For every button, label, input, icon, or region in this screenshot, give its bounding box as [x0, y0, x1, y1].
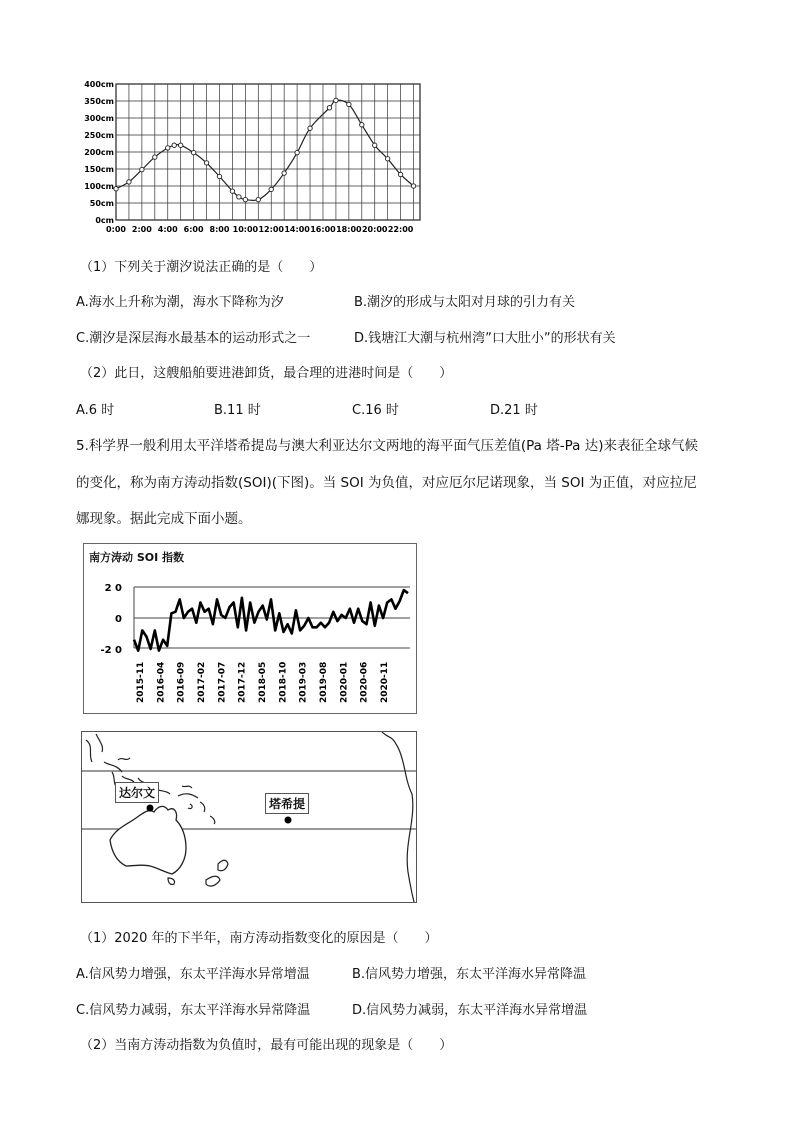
darwin-location-dot: [147, 805, 154, 812]
map-australia: [110, 806, 186, 874]
tide-data-point: [373, 143, 377, 147]
soi-x-tick-label: 2020-01: [339, 661, 350, 703]
soi-x-tick-label: 2020-11: [380, 661, 390, 703]
soi-y-tick-label: 2 0: [104, 583, 122, 594]
tide-y-tick-label: 0cm: [95, 216, 114, 225]
tide-y-tick-label: 400cm: [84, 80, 114, 89]
map-new-zealand: [206, 860, 228, 886]
q5-2-stem: （2）当南方涛动指数为负值时，最有可能出现的现象是（ ）: [80, 1038, 453, 1053]
q4-2-option-a[interactable]: A.6 时: [76, 403, 115, 418]
tide-data-point: [308, 126, 312, 130]
tide-series-line: [116, 100, 414, 200]
tide-data-point: [230, 189, 234, 193]
tide-y-tick-label: 200cm: [84, 148, 114, 157]
tide-data-point: [385, 157, 389, 161]
tide-data-point: [334, 98, 338, 102]
soi-chart-plot: [84, 544, 416, 713]
tide-data-point: [347, 102, 351, 106]
tide-chart: [80, 78, 425, 243]
tide-data-point: [172, 143, 176, 147]
soi-x-tick-label: 2016-09: [176, 661, 187, 703]
q4-2-option-d[interactable]: D.21 时: [490, 403, 538, 418]
tide-data-point: [166, 146, 170, 150]
darwin-label: 达尔文: [115, 782, 159, 803]
q4-1-option-a[interactable]: A.海水上升称为潮，海水下降称为汐: [76, 295, 284, 310]
tide-x-tick-label: 12:00: [258, 225, 284, 234]
q5-1-option-a[interactable]: A.信风势力增强，东太平洋海水异常增温: [76, 967, 310, 982]
q4-2-option-b[interactable]: B.11 时: [214, 403, 261, 418]
tide-data-point: [282, 171, 286, 175]
q4-1-option-b[interactable]: B.潮汐的形成与太阳对月球的引力有关: [354, 295, 576, 310]
tide-y-tick-label: 50cm: [89, 199, 114, 208]
tide-x-tick-label: 16:00: [310, 225, 336, 234]
tahiti-location-dot: [285, 817, 292, 824]
q4-1-stem: （1）下列关于潮汐说法正确的是（ ）: [80, 260, 323, 275]
tide-x-tick-label: 10:00: [232, 225, 259, 234]
tide-data-point: [191, 150, 195, 154]
tide-data-point: [243, 197, 247, 201]
soi-chart-frame: [83, 543, 417, 714]
q5-1-option-c[interactable]: C.信风势力减弱，东太平洋海水异常降温: [76, 1003, 311, 1018]
soi-chart-title: 南方涛动 SOI 指数: [89, 551, 185, 564]
pacific-map: [81, 731, 417, 903]
tide-data-point: [411, 184, 415, 188]
tide-x-tick-label: 22:00: [387, 225, 414, 234]
tide-data-point: [178, 143, 182, 147]
tide-x-tick-label: 18:00: [336, 225, 362, 234]
tide-data-point: [140, 167, 144, 171]
tide-x-tick-label: 6:00: [183, 225, 204, 234]
tide-y-tick-label: 100cm: [84, 182, 114, 191]
tide-y-tick-label: 300cm: [84, 114, 114, 123]
tide-x-tick-label: 8:00: [209, 225, 230, 234]
soi-x-tick-label: 2018-10: [278, 661, 289, 703]
tide-x-tick-label: 2:00: [131, 225, 152, 234]
tide-data-point: [237, 195, 241, 199]
tide-y-tick-label: 150cm: [84, 165, 114, 174]
map-tasmania: [168, 878, 175, 885]
soi-series-line: [134, 590, 408, 651]
q5-text-line2: 的变化，称为南方涛动指数(SOI)(下图)。当 SOI 为负值，对应厄尔尼诺现象，当 SOI 为正值，对应拉尼: [76, 475, 697, 491]
soi-x-tick-label: 2018-05: [258, 661, 268, 703]
tide-data-point: [295, 150, 299, 154]
tide-data-point: [360, 123, 364, 127]
map-islands: [178, 786, 215, 824]
tide-data-point: [269, 187, 273, 191]
tide-data-point: [127, 180, 131, 184]
soi-x-tick-label: 2016-04: [156, 661, 167, 703]
tide-y-tick-label: 350cm: [84, 97, 114, 106]
q5-1-option-d[interactable]: D.信风势力减弱，东太平洋海水异常增温: [352, 1003, 588, 1018]
soi-x-tick-label: 2017-07: [217, 661, 228, 703]
tide-data-point: [256, 197, 260, 201]
soi-y-tick-label: 0: [115, 614, 122, 625]
tide-x-tick-label: 20:00: [361, 225, 388, 234]
map-americas-coast: [382, 732, 414, 902]
soi-x-tick-label: 2019-03: [298, 661, 309, 703]
tide-data-point: [204, 161, 208, 165]
q4-2-option-c[interactable]: C.16 时: [352, 403, 399, 418]
tide-data-point: [114, 187, 118, 191]
q5-1-stem: （1）2020 年的下半年，南方涛动指数变化的原因是（ ）: [80, 931, 438, 946]
q5-text-line3: 娜现象。据此完成下面小题。: [76, 511, 252, 527]
soi-y-tick-label: -2 0: [100, 645, 122, 656]
q5-text-line1: 5.科学界一般利用太平洋塔希提岛与澳大利亚达尔文两地的海平面气压差值(Pa 塔-Pa 达)来表征全球气候: [76, 438, 698, 454]
q4-1-option-c[interactable]: C.潮汐是深层海水最基本的运动形式之一: [76, 331, 311, 346]
tide-x-tick-label: 4:00: [157, 225, 178, 234]
q5-1-option-b[interactable]: B.信风势力增强，东太平洋海水异常降温: [352, 967, 587, 982]
map-drawing: [82, 732, 416, 902]
soi-x-tick-label: 2020-06: [359, 661, 370, 703]
tide-data-point: [153, 155, 157, 159]
soi-x-tick-label: 2019-08: [319, 661, 329, 703]
tide-data-point: [217, 174, 221, 178]
tahiti-label: 塔希提: [265, 793, 309, 814]
q4-2-stem: （2）此日，这艘船舶要进港卸货，最合理的进港时间是（ ）: [80, 366, 453, 381]
tide-x-tick-label: 0:00: [106, 225, 126, 234]
tide-x-tick-label: 14:00: [284, 225, 310, 234]
soi-x-tick-label: 2015-11: [136, 661, 146, 703]
tide-data-point: [327, 106, 331, 110]
tide-data-point: [398, 172, 402, 176]
q4-1-option-d[interactable]: D.钱塘江大潮与杭州湾ˮ口大肚小ˮ的形状有关: [354, 331, 616, 346]
tide-y-tick-label: 250cm: [84, 131, 114, 140]
soi-x-tick-label: 2017-02: [197, 661, 207, 703]
soi-x-tick-label: 2017-12: [237, 661, 248, 703]
